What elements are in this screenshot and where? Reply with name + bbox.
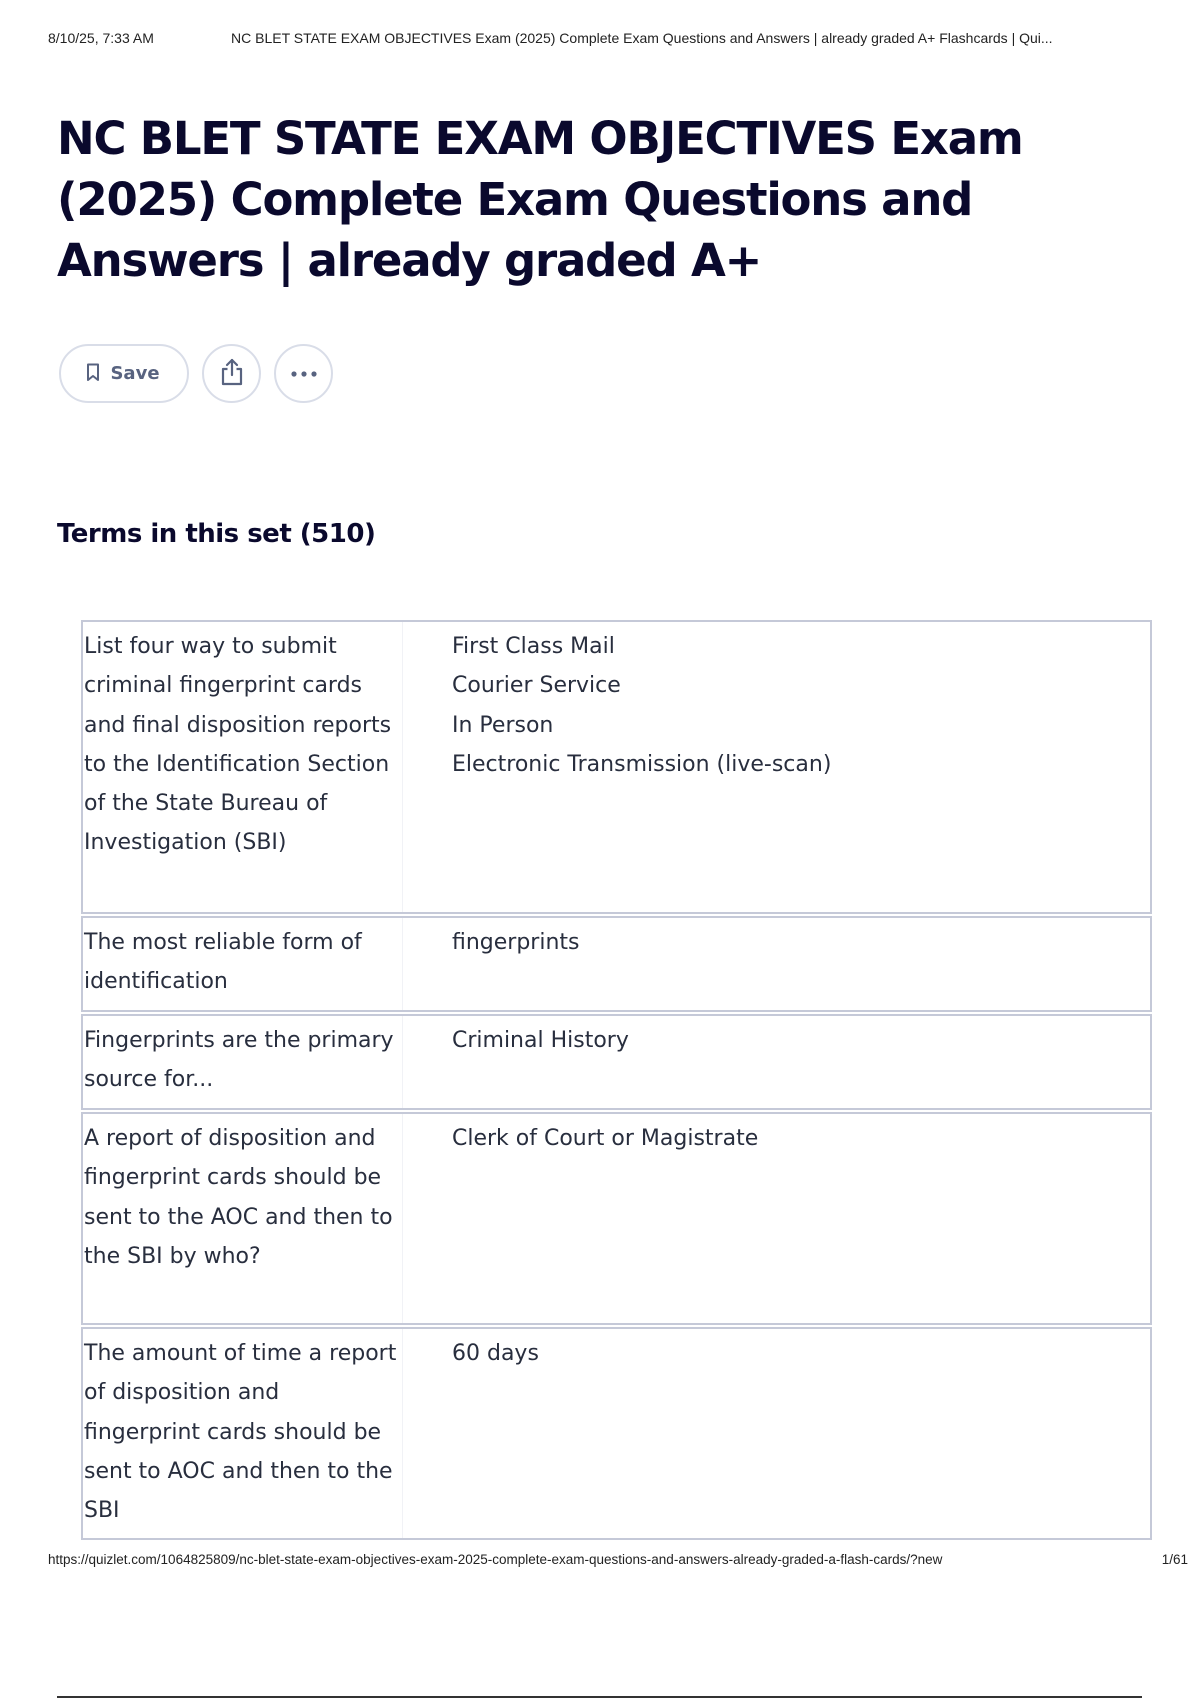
term-card <box>81 1327 1152 1540</box>
term-card <box>81 916 1152 1012</box>
print-footer <box>48 1552 1188 1567</box>
definition-line: 60 days <box>452 1341 539 1366</box>
definition-text <box>403 1016 1150 1108</box>
print-url: https://quizlet.com/1064825809/nc-blet-state-exam-objectives-exam-2025-complete-exam-questions-and-answers-already-graded-a-flash-cards/?new <box>48 1552 943 1567</box>
definition-text <box>403 918 1150 1010</box>
save-button[interactable] <box>59 344 189 403</box>
print-date: 8/10/25, 7:33 AM <box>48 30 154 46</box>
definition-line: Courier Service <box>452 673 621 699</box>
definition-text <box>403 1114 1150 1323</box>
definition-line: fingerprints <box>452 930 580 955</box>
term-card <box>81 620 1152 914</box>
page-divider <box>57 1696 1142 1698</box>
term-text: The amount of time a report of disposition and fingerprint cards should be sent to AOC and then to the SBI <box>83 1329 403 1538</box>
definition-line: First Class Mail <box>452 634 615 659</box>
terms-list <box>81 620 1152 1542</box>
print-header <box>48 30 1180 46</box>
set-actions <box>59 344 333 403</box>
page-number: 1/61 <box>1161 1552 1188 1567</box>
definition-line: Electronic Transmission (live-scan) <box>452 751 832 777</box>
definition-line: Clerk of Court or Magistrate <box>452 1126 759 1151</box>
bookmark-icon <box>86 363 100 385</box>
term-card <box>81 1014 1152 1110</box>
definition-line: In Person <box>452 712 554 738</box>
share-button[interactable] <box>202 344 261 403</box>
definition-text <box>403 1329 1150 1538</box>
term-text: A report of disposition and fingerprint cards should be sent to the AOC and then to the SBI by who? <box>83 1114 403 1323</box>
definition-text <box>403 622 1150 912</box>
definition-line: Criminal History <box>452 1028 629 1053</box>
set-title: NC BLET STATE EXAM OBJECTIVES Exam (2025) Complete Exam Questions and Answers | already graded A+ <box>57 112 1023 287</box>
term-card <box>81 1112 1152 1325</box>
more-options-button[interactable] <box>274 344 333 403</box>
more-icon <box>290 366 318 381</box>
terms-heading: Terms in this set (510) <box>57 519 376 549</box>
term-text: The most reliable form of identification <box>83 918 403 1010</box>
save-button-label: Save <box>110 363 160 384</box>
print-page-title: NC BLET STATE EXAM OBJECTIVES Exam (2025) Complete Exam Questions and Answers | already graded A+ Flashcards | Qui... <box>231 30 1053 46</box>
share-icon <box>219 358 245 389</box>
term-text: Fingerprints are the primary source for... <box>83 1016 403 1108</box>
term-text: List four way to submit criminal fingerprint cards and final disposition reports to the Identification Section of the State Bureau of Investigation (SBI) <box>83 622 403 912</box>
